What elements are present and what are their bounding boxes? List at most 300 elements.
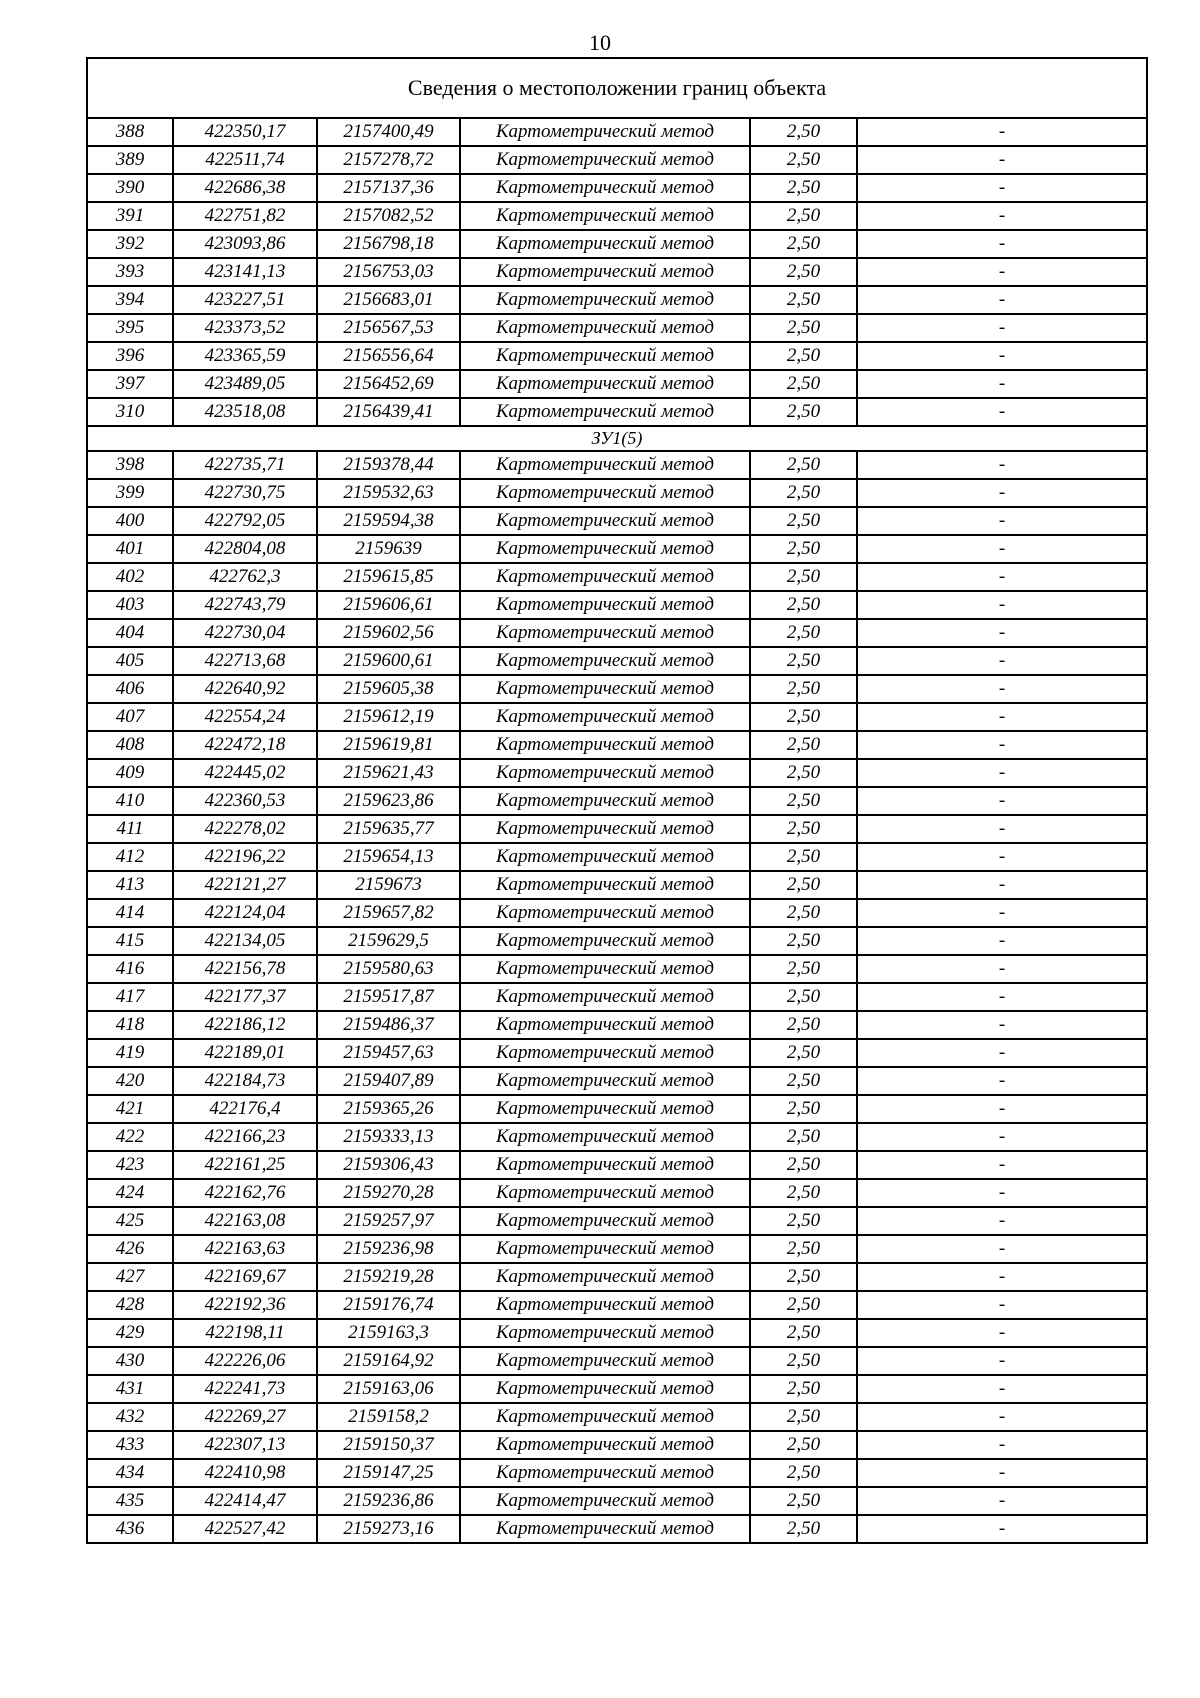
method-cell: Картометрический метод xyxy=(460,983,750,1011)
method-cell: Картометрический метод xyxy=(460,1207,750,1235)
accuracy-cell: 2,50 xyxy=(750,1515,857,1543)
table-row xyxy=(87,535,1147,563)
description-cell: - xyxy=(857,1235,1147,1263)
accuracy-cell: 2,50 xyxy=(750,1123,857,1151)
y-coordinate-cell: 2157137,36 xyxy=(317,174,460,202)
x-coordinate-cell: 422189,01 xyxy=(173,1039,317,1067)
accuracy-cell: 2,50 xyxy=(750,871,857,899)
table-row xyxy=(87,1291,1147,1319)
accuracy-cell: 2,50 xyxy=(750,398,857,426)
point-number-cell: 405 xyxy=(87,647,173,675)
point-number-cell: 409 xyxy=(87,759,173,787)
method-cell: Картометрический метод xyxy=(460,286,750,314)
method-cell: Картометрический метод xyxy=(460,871,750,899)
description-cell: - xyxy=(857,591,1147,619)
accuracy-cell: 2,50 xyxy=(750,451,857,479)
point-number-cell: 400 xyxy=(87,507,173,535)
description-cell: - xyxy=(857,759,1147,787)
x-coordinate-cell: 423227,51 xyxy=(173,286,317,314)
point-number-cell: 430 xyxy=(87,1347,173,1375)
description-cell: - xyxy=(857,1179,1147,1207)
accuracy-cell: 2,50 xyxy=(750,1207,857,1235)
x-coordinate-cell: 422735,71 xyxy=(173,451,317,479)
x-coordinate-cell: 422196,22 xyxy=(173,843,317,871)
point-number-cell: 397 xyxy=(87,370,173,398)
y-coordinate-cell: 2159150,37 xyxy=(317,1431,460,1459)
table-row xyxy=(87,146,1147,174)
accuracy-cell: 2,50 xyxy=(750,286,857,314)
point-number-cell: 390 xyxy=(87,174,173,202)
method-cell: Картометрический метод xyxy=(460,535,750,563)
point-number-cell: 407 xyxy=(87,703,173,731)
accuracy-cell: 2,50 xyxy=(750,1375,857,1403)
accuracy-cell: 2,50 xyxy=(750,1179,857,1207)
point-number-cell: 310 xyxy=(87,398,173,426)
y-coordinate-cell: 2159623,86 xyxy=(317,787,460,815)
y-coordinate-cell: 2159163,06 xyxy=(317,1375,460,1403)
point-number-cell: 399 xyxy=(87,479,173,507)
table-row xyxy=(87,451,1147,479)
y-coordinate-cell: 2159270,28 xyxy=(317,1179,460,1207)
method-cell: Картометрический метод xyxy=(460,1487,750,1515)
point-number-cell: 419 xyxy=(87,1039,173,1067)
y-coordinate-cell: 2159621,43 xyxy=(317,759,460,787)
x-coordinate-cell: 422307,13 xyxy=(173,1431,317,1459)
section-label: ЗУ1(5) xyxy=(87,426,1147,451)
x-coordinate-cell: 422186,12 xyxy=(173,1011,317,1039)
description-cell: - xyxy=(857,1039,1147,1067)
x-coordinate-cell: 423093,86 xyxy=(173,230,317,258)
method-cell: Картометрический метод xyxy=(460,174,750,202)
y-coordinate-cell: 2159236,86 xyxy=(317,1487,460,1515)
method-cell: Картометрический метод xyxy=(460,1459,750,1487)
x-coordinate-cell: 422269,27 xyxy=(173,1403,317,1431)
method-cell: Картометрический метод xyxy=(460,1263,750,1291)
table-row xyxy=(87,398,1147,426)
accuracy-cell: 2,50 xyxy=(750,759,857,787)
point-number-cell: 408 xyxy=(87,731,173,759)
method-cell: Картометрический метод xyxy=(460,815,750,843)
x-coordinate-cell: 423141,13 xyxy=(173,258,317,286)
description-cell: - xyxy=(857,258,1147,286)
description-cell: - xyxy=(857,1347,1147,1375)
accuracy-cell: 2,50 xyxy=(750,927,857,955)
x-coordinate-cell: 422445,02 xyxy=(173,759,317,787)
description-cell: - xyxy=(857,787,1147,815)
x-coordinate-cell: 422730,75 xyxy=(173,479,317,507)
method-cell: Картометрический метод xyxy=(460,703,750,731)
y-coordinate-cell: 2159673 xyxy=(317,871,460,899)
table-row xyxy=(87,591,1147,619)
accuracy-cell: 2,50 xyxy=(750,955,857,983)
x-coordinate-cell: 422184,73 xyxy=(173,1067,317,1095)
table-row xyxy=(87,1403,1147,1431)
description-cell: - xyxy=(857,1067,1147,1095)
point-number-cell: 398 xyxy=(87,451,173,479)
point-number-cell: 422 xyxy=(87,1123,173,1151)
y-coordinate-cell: 2159158,2 xyxy=(317,1403,460,1431)
x-coordinate-cell: 422163,08 xyxy=(173,1207,317,1235)
table-row xyxy=(87,983,1147,1011)
y-coordinate-cell: 2156556,64 xyxy=(317,342,460,370)
description-cell: - xyxy=(857,398,1147,426)
description-cell: - xyxy=(857,286,1147,314)
accuracy-cell: 2,50 xyxy=(750,1067,857,1095)
description-cell: - xyxy=(857,675,1147,703)
description-cell: - xyxy=(857,1263,1147,1291)
description-cell: - xyxy=(857,1291,1147,1319)
method-cell: Картометрический метод xyxy=(460,1319,750,1347)
table-row xyxy=(87,871,1147,899)
point-number-cell: 415 xyxy=(87,927,173,955)
y-coordinate-cell: 2159378,44 xyxy=(317,451,460,479)
method-cell: Картометрический метод xyxy=(460,1067,750,1095)
description-cell: - xyxy=(857,1207,1147,1235)
table-row xyxy=(87,563,1147,591)
table-body xyxy=(87,58,1147,1543)
boundary-coordinates-table xyxy=(86,57,1148,1544)
y-coordinate-cell: 2159486,37 xyxy=(317,1011,460,1039)
description-cell: - xyxy=(857,983,1147,1011)
description-cell: - xyxy=(857,1515,1147,1543)
table-row xyxy=(87,286,1147,314)
point-number-cell: 431 xyxy=(87,1375,173,1403)
x-coordinate-cell: 422792,05 xyxy=(173,507,317,535)
point-number-cell: 391 xyxy=(87,202,173,230)
table-row xyxy=(87,1375,1147,1403)
accuracy-cell: 2,50 xyxy=(750,787,857,815)
y-coordinate-cell: 2159333,13 xyxy=(317,1123,460,1151)
method-cell: Картометрический метод xyxy=(460,787,750,815)
table-row xyxy=(87,1319,1147,1347)
table-row xyxy=(87,1011,1147,1039)
table-row xyxy=(87,955,1147,983)
point-number-cell: 421 xyxy=(87,1095,173,1123)
method-cell: Картометрический метод xyxy=(460,647,750,675)
accuracy-cell: 2,50 xyxy=(750,479,857,507)
accuracy-cell: 2,50 xyxy=(750,1347,857,1375)
y-coordinate-cell: 2159273,16 xyxy=(317,1515,460,1543)
page-number: 10 xyxy=(589,30,611,55)
point-number-cell: 414 xyxy=(87,899,173,927)
point-number-cell: 404 xyxy=(87,619,173,647)
x-coordinate-cell: 423489,05 xyxy=(173,370,317,398)
y-coordinate-cell: 2156798,18 xyxy=(317,230,460,258)
description-cell: - xyxy=(857,927,1147,955)
table-row xyxy=(87,1235,1147,1263)
method-cell: Картометрический метод xyxy=(460,731,750,759)
accuracy-cell: 2,50 xyxy=(750,258,857,286)
x-coordinate-cell: 422166,23 xyxy=(173,1123,317,1151)
y-coordinate-cell: 2159163,3 xyxy=(317,1319,460,1347)
point-number-cell: 429 xyxy=(87,1319,173,1347)
y-coordinate-cell: 2159580,63 xyxy=(317,955,460,983)
table-row xyxy=(87,899,1147,927)
accuracy-cell: 2,50 xyxy=(750,1431,857,1459)
accuracy-cell: 2,50 xyxy=(750,370,857,398)
point-number-cell: 394 xyxy=(87,286,173,314)
method-cell: Картометрический метод xyxy=(460,1123,750,1151)
table-title-row xyxy=(87,58,1147,118)
method-cell: Картометрический метод xyxy=(460,258,750,286)
accuracy-cell: 2,50 xyxy=(750,1291,857,1319)
table-row xyxy=(87,507,1147,535)
y-coordinate-cell: 2159602,56 xyxy=(317,619,460,647)
description-cell: - xyxy=(857,342,1147,370)
table-row xyxy=(87,703,1147,731)
accuracy-cell: 2,50 xyxy=(750,703,857,731)
method-cell: Картометрический метод xyxy=(460,1431,750,1459)
table-row xyxy=(87,1151,1147,1179)
point-number-cell: 406 xyxy=(87,675,173,703)
table-row xyxy=(87,1039,1147,1067)
method-cell: Картометрический метод xyxy=(460,1291,750,1319)
x-coordinate-cell: 422124,04 xyxy=(173,899,317,927)
y-coordinate-cell: 2156683,01 xyxy=(317,286,460,314)
accuracy-cell: 2,50 xyxy=(750,535,857,563)
description-cell: - xyxy=(857,1011,1147,1039)
x-coordinate-cell: 422360,53 xyxy=(173,787,317,815)
accuracy-cell: 2,50 xyxy=(750,1319,857,1347)
point-number-cell: 433 xyxy=(87,1431,173,1459)
point-number-cell: 395 xyxy=(87,314,173,342)
point-number-cell: 432 xyxy=(87,1403,173,1431)
table-row xyxy=(87,1487,1147,1515)
point-number-cell: 410 xyxy=(87,787,173,815)
method-cell: Картометрический метод xyxy=(460,1515,750,1543)
description-cell: - xyxy=(857,230,1147,258)
table-row xyxy=(87,787,1147,815)
method-cell: Картометрический метод xyxy=(460,619,750,647)
y-coordinate-cell: 2157082,52 xyxy=(317,202,460,230)
x-coordinate-cell: 422121,27 xyxy=(173,871,317,899)
x-coordinate-cell: 422730,04 xyxy=(173,619,317,647)
description-cell: - xyxy=(857,647,1147,675)
point-number-cell: 424 xyxy=(87,1179,173,1207)
table-row xyxy=(87,675,1147,703)
method-cell: Картометрический метод xyxy=(460,1011,750,1039)
y-coordinate-cell: 2159457,63 xyxy=(317,1039,460,1067)
table-row xyxy=(87,258,1147,286)
y-coordinate-cell: 2159600,61 xyxy=(317,647,460,675)
point-number-cell: 412 xyxy=(87,843,173,871)
x-coordinate-cell: 422713,68 xyxy=(173,647,317,675)
x-coordinate-cell: 422198,11 xyxy=(173,1319,317,1347)
description-cell: - xyxy=(857,1123,1147,1151)
accuracy-cell: 2,50 xyxy=(750,675,857,703)
description-cell: - xyxy=(857,202,1147,230)
accuracy-cell: 2,50 xyxy=(750,230,857,258)
point-number-cell: 388 xyxy=(87,118,173,146)
description-cell: - xyxy=(857,1403,1147,1431)
y-coordinate-cell: 2159654,13 xyxy=(317,843,460,871)
accuracy-cell: 2,50 xyxy=(750,815,857,843)
x-coordinate-cell: 422640,92 xyxy=(173,675,317,703)
table-row xyxy=(87,314,1147,342)
description-cell: - xyxy=(857,118,1147,146)
table-row xyxy=(87,1179,1147,1207)
description-cell: - xyxy=(857,731,1147,759)
x-coordinate-cell: 422226,06 xyxy=(173,1347,317,1375)
x-coordinate-cell: 423373,52 xyxy=(173,314,317,342)
accuracy-cell: 2,50 xyxy=(750,146,857,174)
x-coordinate-cell: 422804,08 xyxy=(173,535,317,563)
x-coordinate-cell: 422414,47 xyxy=(173,1487,317,1515)
method-cell: Картометрический метод xyxy=(460,1179,750,1207)
y-coordinate-cell: 2156753,03 xyxy=(317,258,460,286)
method-cell: Картометрический метод xyxy=(460,398,750,426)
method-cell: Картометрический метод xyxy=(460,1347,750,1375)
x-coordinate-cell: 422743,79 xyxy=(173,591,317,619)
point-number-cell: 402 xyxy=(87,563,173,591)
method-cell: Картометрический метод xyxy=(460,230,750,258)
y-coordinate-cell: 2159594,38 xyxy=(317,507,460,535)
y-coordinate-cell: 2159629,5 xyxy=(317,927,460,955)
x-coordinate-cell: 423518,08 xyxy=(173,398,317,426)
x-coordinate-cell: 422177,37 xyxy=(173,983,317,1011)
description-cell: - xyxy=(857,815,1147,843)
x-coordinate-cell: 422472,18 xyxy=(173,731,317,759)
point-number-cell: 434 xyxy=(87,1459,173,1487)
point-number-cell: 392 xyxy=(87,230,173,258)
point-number-cell: 423 xyxy=(87,1151,173,1179)
method-cell: Картометрический метод xyxy=(460,955,750,983)
description-cell: - xyxy=(857,843,1147,871)
point-number-cell: 426 xyxy=(87,1235,173,1263)
table-row xyxy=(87,1123,1147,1151)
table-row xyxy=(87,1459,1147,1487)
accuracy-cell: 2,50 xyxy=(750,1011,857,1039)
x-coordinate-cell: 422161,25 xyxy=(173,1151,317,1179)
method-cell: Картометрический метод xyxy=(460,591,750,619)
table-row xyxy=(87,174,1147,202)
accuracy-cell: 2,50 xyxy=(750,1263,857,1291)
accuracy-cell: 2,50 xyxy=(750,731,857,759)
method-cell: Картометрический метод xyxy=(460,314,750,342)
table-row xyxy=(87,927,1147,955)
accuracy-cell: 2,50 xyxy=(750,1039,857,1067)
point-number-cell: 393 xyxy=(87,258,173,286)
method-cell: Картометрический метод xyxy=(460,1403,750,1431)
method-cell: Картометрический метод xyxy=(460,202,750,230)
table-row xyxy=(87,1515,1147,1543)
table-row xyxy=(87,230,1147,258)
point-number-cell: 425 xyxy=(87,1207,173,1235)
description-cell: - xyxy=(857,146,1147,174)
accuracy-cell: 2,50 xyxy=(750,1235,857,1263)
description-cell: - xyxy=(857,899,1147,927)
table-row xyxy=(87,843,1147,871)
accuracy-cell: 2,50 xyxy=(750,1403,857,1431)
method-cell: Картометрический метод xyxy=(460,759,750,787)
method-cell: Картометрический метод xyxy=(460,451,750,479)
description-cell: - xyxy=(857,1151,1147,1179)
point-number-cell: 389 xyxy=(87,146,173,174)
table-row xyxy=(87,815,1147,843)
point-number-cell: 427 xyxy=(87,1263,173,1291)
table-row xyxy=(87,342,1147,370)
method-cell: Картометрический метод xyxy=(460,370,750,398)
y-coordinate-cell: 2159164,92 xyxy=(317,1347,460,1375)
table-row xyxy=(87,731,1147,759)
accuracy-cell: 2,50 xyxy=(750,118,857,146)
table-row xyxy=(87,1347,1147,1375)
method-cell: Картометрический метод xyxy=(460,899,750,927)
description-cell: - xyxy=(857,703,1147,731)
x-coordinate-cell: 422686,38 xyxy=(173,174,317,202)
description-cell: - xyxy=(857,1459,1147,1487)
x-coordinate-cell: 422751,82 xyxy=(173,202,317,230)
description-cell: - xyxy=(857,1431,1147,1459)
accuracy-cell: 2,50 xyxy=(750,843,857,871)
point-number-cell: 416 xyxy=(87,955,173,983)
y-coordinate-cell: 2159606,61 xyxy=(317,591,460,619)
y-coordinate-cell: 2159306,43 xyxy=(317,1151,460,1179)
table-row xyxy=(87,118,1147,146)
method-cell: Картометрический метод xyxy=(460,507,750,535)
accuracy-cell: 2,50 xyxy=(750,983,857,1011)
point-number-cell: 403 xyxy=(87,591,173,619)
point-number-cell: 396 xyxy=(87,342,173,370)
section-header-row xyxy=(87,426,1147,451)
accuracy-cell: 2,50 xyxy=(750,563,857,591)
table-row xyxy=(87,647,1147,675)
x-coordinate-cell: 422410,98 xyxy=(173,1459,317,1487)
accuracy-cell: 2,50 xyxy=(750,342,857,370)
y-coordinate-cell: 2159615,85 xyxy=(317,563,460,591)
x-coordinate-cell: 422511,74 xyxy=(173,146,317,174)
x-coordinate-cell: 422350,17 xyxy=(173,118,317,146)
table-row xyxy=(87,1263,1147,1291)
table-title: Сведения о местоположении границ объекта xyxy=(87,58,1147,118)
y-coordinate-cell: 2159257,97 xyxy=(317,1207,460,1235)
description-cell: - xyxy=(857,619,1147,647)
point-number-cell: 420 xyxy=(87,1067,173,1095)
description-cell: - xyxy=(857,174,1147,202)
y-coordinate-cell: 2156439,41 xyxy=(317,398,460,426)
method-cell: Картометрический метод xyxy=(460,1039,750,1067)
x-coordinate-cell: 422554,24 xyxy=(173,703,317,731)
method-cell: Картометрический метод xyxy=(460,1375,750,1403)
method-cell: Картометрический метод xyxy=(460,479,750,507)
x-coordinate-cell: 422527,42 xyxy=(173,1515,317,1543)
point-number-cell: 411 xyxy=(87,815,173,843)
description-cell: - xyxy=(857,1095,1147,1123)
accuracy-cell: 2,50 xyxy=(750,1151,857,1179)
y-coordinate-cell: 2159657,82 xyxy=(317,899,460,927)
y-coordinate-cell: 2157400,49 xyxy=(317,118,460,146)
x-coordinate-cell: 422162,76 xyxy=(173,1179,317,1207)
x-coordinate-cell: 422192,36 xyxy=(173,1291,317,1319)
x-coordinate-cell: 422278,02 xyxy=(173,815,317,843)
y-coordinate-cell: 2159532,63 xyxy=(317,479,460,507)
description-cell: - xyxy=(857,1487,1147,1515)
method-cell: Картометрический метод xyxy=(460,1151,750,1179)
x-coordinate-cell: 422163,63 xyxy=(173,1235,317,1263)
y-coordinate-cell: 2159639 xyxy=(317,535,460,563)
description-cell: - xyxy=(857,370,1147,398)
x-coordinate-cell: 422169,67 xyxy=(173,1263,317,1291)
y-coordinate-cell: 2159147,25 xyxy=(317,1459,460,1487)
method-cell: Картометрический метод xyxy=(460,118,750,146)
method-cell: Картометрический метод xyxy=(460,342,750,370)
description-cell: - xyxy=(857,1319,1147,1347)
table-row xyxy=(87,619,1147,647)
y-coordinate-cell: 2159407,89 xyxy=(317,1067,460,1095)
x-coordinate-cell: 422156,78 xyxy=(173,955,317,983)
description-cell: - xyxy=(857,871,1147,899)
accuracy-cell: 2,50 xyxy=(750,647,857,675)
